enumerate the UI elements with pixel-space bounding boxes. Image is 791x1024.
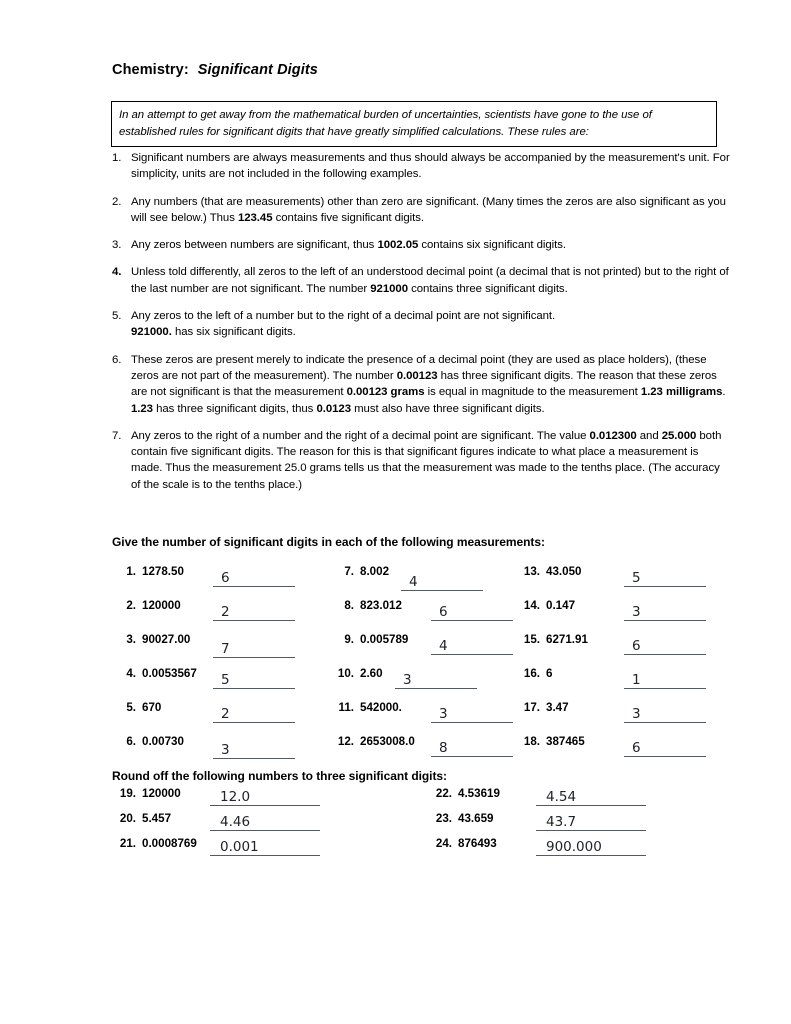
question-number: 5.	[126, 701, 136, 714]
question-number: 10.	[337, 667, 354, 680]
answer-underline	[431, 620, 513, 621]
handwritten-answer: 3	[632, 604, 641, 620]
question-row	[328, 662, 513, 696]
question-value: 2.60	[360, 667, 383, 680]
answer-underline	[431, 722, 513, 723]
rule-item	[112, 237, 732, 253]
handwritten-answer: 6	[439, 604, 448, 620]
question-number: 8.	[344, 599, 354, 612]
answer-underline	[624, 756, 706, 757]
question-value: 4.53619	[458, 787, 500, 800]
question-value: 43.050	[546, 565, 582, 578]
question-value: 6	[546, 667, 553, 680]
question-number: 12.	[337, 735, 354, 748]
answer-blank[interactable]	[210, 814, 320, 831]
answer-blank[interactable]	[431, 604, 513, 621]
question-value: 387465	[546, 735, 585, 748]
handwritten-answer: 2	[221, 604, 230, 620]
intro-box	[111, 101, 717, 147]
question-number: 7.	[344, 565, 354, 578]
handwritten-answer: 3	[632, 706, 641, 722]
answer-blank[interactable]	[624, 570, 706, 587]
answer-blank[interactable]	[213, 604, 295, 621]
rule-number: 7.	[112, 429, 122, 442]
question-value: 0.0053567	[142, 667, 197, 680]
question-number: 21.	[119, 837, 136, 850]
question-value: 5.457	[142, 812, 172, 825]
question-value: 120000	[142, 787, 181, 800]
question-row	[426, 834, 666, 859]
handwritten-answer: 4.46	[220, 814, 251, 830]
question-number: 3.	[126, 633, 136, 646]
rule-text: Any zeros between numbers are significant, thus 1002.05 contains six significant digits.	[131, 239, 567, 252]
answer-underline	[213, 586, 295, 587]
answer-underline	[213, 688, 295, 689]
question-value: 0.005789	[360, 633, 409, 646]
question-number: 18.	[523, 735, 540, 748]
handwritten-answer: 0.001	[220, 839, 259, 855]
handwritten-answer: 3	[403, 672, 412, 688]
question-row	[328, 696, 513, 730]
question-value: 43.659	[458, 812, 494, 825]
rule-text: Any zeros to the left of a number but to the right of a decimal point are not significant. 921000. has six significant digits.	[131, 310, 556, 339]
answer-underline	[624, 654, 706, 655]
question-row	[328, 730, 513, 764]
question-row	[110, 809, 340, 834]
round-section-heading: Round off the following numbers to three significant digits:	[112, 769, 447, 783]
question-value: 0.0008769	[142, 837, 197, 850]
rule-item	[112, 428, 732, 493]
rule-text: Unless told differently, all zeros to the left of an understood decimal point (a decimal that is not printed) but to the right of the last number are not significant. The number 921000 contains three significant digits.	[131, 266, 729, 295]
answer-blank[interactable]	[213, 570, 295, 587]
handwritten-answer: 7	[221, 641, 230, 657]
rule-item	[112, 150, 732, 183]
question-value: 0.00730	[142, 735, 184, 748]
question-number: 15.	[523, 633, 540, 646]
answer-underline	[536, 855, 646, 856]
rule-number: 1.	[112, 152, 122, 164]
page-title-prefix: Chemistry:	[112, 62, 189, 78]
answer-blank[interactable]	[395, 672, 477, 689]
handwritten-answer: 8	[439, 740, 448, 756]
answer-underline	[624, 722, 706, 723]
sig-column-3	[514, 560, 709, 764]
question-row	[110, 696, 295, 730]
handwritten-answer: 6	[221, 570, 230, 586]
handwritten-answer: 3	[439, 706, 448, 722]
rules-list	[112, 150, 732, 504]
question-value: 876493	[458, 837, 497, 850]
handwritten-answer: 1	[632, 672, 641, 688]
handwritten-answer: 4	[409, 574, 418, 590]
handwritten-answer: 5	[632, 570, 641, 586]
handwritten-answer: 6	[632, 740, 641, 756]
question-number: 4.	[126, 667, 136, 680]
question-number: 19.	[119, 787, 136, 800]
question-value: 542000.	[360, 701, 402, 714]
answer-underline	[210, 805, 320, 806]
rule-item	[112, 264, 732, 297]
question-row	[328, 628, 513, 662]
answer-underline	[395, 688, 477, 689]
question-number: 11.	[338, 701, 354, 714]
question-number: 23.	[435, 812, 452, 825]
question-value: 3.47	[546, 701, 569, 714]
handwritten-answer: 4	[439, 638, 448, 654]
answer-underline	[431, 756, 513, 757]
answer-blank[interactable]	[213, 672, 295, 689]
answer-underline	[210, 855, 320, 856]
sig-column-2	[328, 560, 513, 764]
answer-underline	[210, 830, 320, 831]
question-row	[514, 730, 709, 764]
question-row	[426, 809, 666, 834]
handwritten-answer: 4.54	[546, 789, 577, 805]
question-number: 9.	[344, 633, 354, 646]
question-value: 670	[142, 701, 162, 714]
question-row	[514, 696, 709, 730]
question-value: 0.147	[546, 599, 576, 612]
question-row	[110, 594, 295, 628]
question-row	[426, 784, 666, 809]
rule-number: 4.	[112, 266, 122, 279]
answer-blank[interactable]	[210, 789, 320, 806]
answer-underline	[431, 654, 513, 655]
answer-underline	[213, 758, 295, 759]
answer-blank[interactable]	[624, 604, 706, 621]
answer-underline	[624, 688, 706, 689]
round-column-2	[426, 784, 666, 859]
question-row	[514, 628, 709, 662]
rule-number: 3.	[112, 239, 122, 252]
question-number: 2.	[126, 599, 136, 612]
handwritten-answer: 43.7	[546, 814, 577, 830]
question-row	[328, 560, 513, 594]
answer-blank[interactable]	[401, 574, 483, 591]
question-row	[110, 784, 340, 809]
answer-blank[interactable]	[431, 740, 513, 757]
answer-blank[interactable]	[624, 638, 706, 655]
question-number: 17.	[523, 701, 540, 714]
answer-blank[interactable]	[536, 814, 646, 831]
answer-underline	[213, 722, 295, 723]
answer-underline	[401, 590, 483, 591]
question-number: 16.	[523, 667, 540, 680]
sig-column-1	[110, 560, 295, 764]
handwritten-answer: 6	[632, 638, 641, 654]
question-number: 13.	[523, 565, 540, 578]
handwritten-answer: 3	[221, 742, 230, 758]
question-row	[110, 628, 295, 662]
answer-blank[interactable]	[210, 839, 320, 856]
answer-underline	[213, 657, 295, 658]
rule-text: Any zeros to the right of a number and the right of a decimal point are significant. The value 0.012300 and 25.000 both contain five significant digits. The reason for this is that significant figures indicate to what place a measurement is made. Thus the measurement 25.0 grams tells us that the measurement was made to the tenths place. (The accuracy of the scale is to the tenths place.)	[131, 429, 722, 491]
rule-text: These zeros are present merely to indicate the presence of a decimal point (they are used as place holders), (these zeros are not part of the measurement). The number 0.00123 has three significant digits. The reason that these zeros are not significant is that the measurement 0.00123 grams is equal in magnitude to the measurement 1.23 milligrams. 1.23 has three significant digits, thus 0.0123 must also have three significant digits.	[131, 353, 726, 415]
answer-blank[interactable]	[213, 742, 295, 759]
question-row	[514, 594, 709, 628]
question-number: 1.	[126, 565, 136, 578]
question-value: 1278.50	[142, 565, 184, 578]
answer-blank[interactable]	[624, 672, 706, 689]
answer-blank[interactable]	[431, 638, 513, 655]
question-number: 22.	[435, 787, 452, 800]
answer-blank[interactable]	[536, 839, 646, 856]
question-number: 14.	[523, 599, 540, 612]
rule-number: 5.	[112, 310, 122, 323]
answer-blank[interactable]	[213, 641, 295, 658]
answer-underline	[624, 586, 706, 587]
question-row	[110, 560, 295, 594]
question-number: 24.	[435, 837, 452, 850]
question-value: 6271.91	[546, 633, 588, 646]
handwritten-answer: 5	[221, 672, 230, 688]
handwritten-answer: 2	[221, 706, 230, 722]
rule-number: 2.	[112, 195, 122, 208]
answer-underline	[536, 830, 646, 831]
page-title-subject: Significant Digits	[197, 62, 318, 78]
rule-item	[112, 194, 732, 227]
question-value: 120000	[142, 599, 181, 612]
rule-text: Any numbers (that are measurements) other than zero are significant. (Many times the zeros are also significant as you will see below.) Thus 123.45 contains five significant digits.	[131, 195, 726, 224]
question-row	[328, 594, 513, 628]
question-row	[514, 662, 709, 696]
rule-item	[112, 352, 732, 417]
answer-blank[interactable]	[624, 740, 706, 757]
question-row	[110, 662, 295, 696]
question-row	[110, 834, 340, 859]
answer-blank[interactable]	[431, 706, 513, 723]
question-number: 6.	[126, 735, 136, 748]
question-value: 2653008.0	[360, 735, 415, 748]
question-number: 20.	[119, 812, 136, 825]
rule-text: Significant numbers are always measurements and thus should always be accompanied by the measurement's unit. For simplicity, units are not included in the following examples.	[131, 152, 730, 181]
question-value: 8.002	[360, 565, 390, 578]
rule-item	[112, 308, 732, 341]
answer-underline	[536, 805, 646, 806]
answer-underline	[624, 620, 706, 621]
question-row	[514, 560, 709, 594]
handwritten-answer: 900.000	[546, 839, 602, 855]
rule-number: 6.	[112, 353, 122, 366]
answer-blank[interactable]	[536, 789, 646, 806]
handwritten-answer: 12.0	[220, 789, 251, 805]
round-column-1	[110, 784, 340, 859]
question-row	[110, 730, 295, 764]
answer-underline	[213, 620, 295, 621]
sig-section-heading: Give the number of significant digits in each of the following measurements:	[112, 535, 545, 549]
question-value: 823.012	[360, 599, 402, 612]
intro-text: In an attempt to get away from the mathematical burden of uncertainties, scientists have gone to the use of established rules for significant digits that have greatly simplified calculations. These rules are:	[119, 109, 652, 138]
answer-blank[interactable]	[213, 706, 295, 723]
answer-blank[interactable]	[624, 706, 706, 723]
question-value: 90027.00	[142, 633, 191, 646]
page-title	[112, 62, 318, 78]
